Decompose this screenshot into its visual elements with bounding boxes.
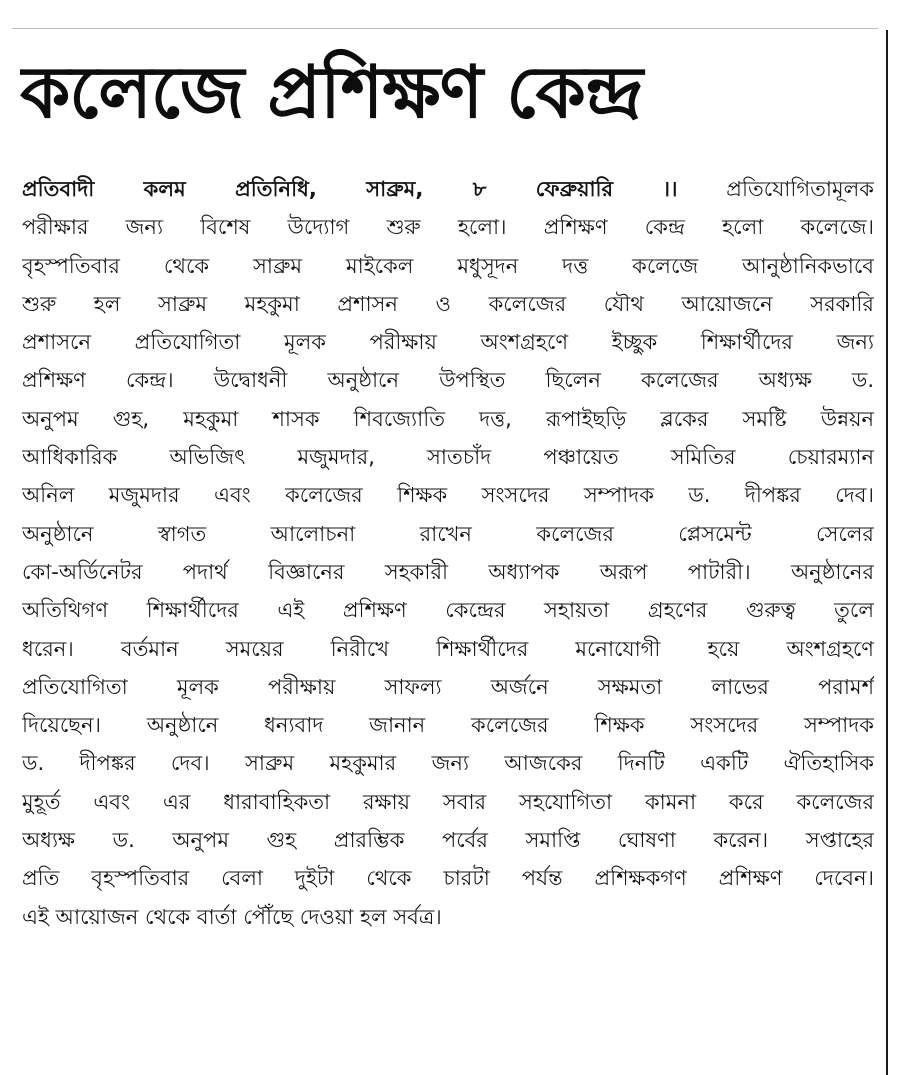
article-line: প্রশিক্ষণ কেন্দ্র। উদ্বোধনী অনুষ্ঠানে উপস্থিত ছিলেন কলেজের অধ্যক্ষ ড. <box>22 368 874 393</box>
top-rule <box>12 28 878 29</box>
article-line: দিয়েছেন। অনুষ্ঠানে ধন্যবাদ জানান কলেজের শিক্ষক সংসদের সম্পাদক <box>22 713 874 738</box>
article-line-text: প্রতিযোগিতামূলক <box>677 177 874 201</box>
article-line: অনুপম গুহ, মহকুমা শাসক শিবজ্যোতি দত্ত, রূপাইছড়ি ব্লকের সমষ্টি উন্নয়ন <box>22 406 874 431</box>
article-line <box>22 170 874 208</box>
article-line: কো-অর্ডিনেটর পদার্থ বিজ্ঞানের সহকারী অধ্যাপক অরূপ পাটারী। অনুষ্ঠানের <box>22 559 874 584</box>
article-line: ধরেন। বর্তমান সময়ের নিরীখে শিক্ষার্থীদের মনোযোগী হয়ে অংশগ্রহণে <box>22 636 874 661</box>
article-line: বৃহস্পতিবার থেকে সাব্রুম মাইকেল মধুসূদন দত্ত কলেজে আনুষ্ঠানিকভাবে <box>22 253 874 278</box>
article-body <box>22 170 874 936</box>
dateline: প্রতিবাদী কলম প্রতিনিধি, সাব্রুম, ৮ ফেব্রুয়ারি ।। <box>22 177 678 201</box>
column-rule <box>886 30 888 1075</box>
article-line: পরীক্ষার জন্য বিশেষ উদ্যোগ শুরু হলো। প্রশিক্ষণ কেন্দ্র হলো কলেজে। <box>22 215 874 240</box>
article-line: এই আয়োজন থেকে বার্তা পৌঁছে দেওয়া হল সর্বত্র। <box>22 904 442 929</box>
article-line: প্রতি বৃহস্পতিবার বেলা দুইটা থেকে চারটা পর্যন্ত প্রশিক্ষকগণ প্রশিক্ষণ দেবেন। <box>22 866 874 891</box>
article-line: আধিকারিক অভিজিৎ মজুমদার, সাতচাঁদ পঞ্চায়েত সমিতির চেয়ারম্যান <box>22 445 874 470</box>
article-line: প্রতিযোগিতা মূলক পরীক্ষায় সাফল্য অর্জনে সক্ষমতা লাভের পরামর্শ <box>22 674 874 699</box>
article-line: অনুষ্ঠানে স্বাগত আলোচনা রাখেন কলেজের প্লেসমেন্ট সেলের <box>22 521 874 546</box>
article-line: মুহূর্ত এবং এর ধারাবাহিকতা রক্ষায় সবার সহযোগিতা কামনা করে কলেজের <box>22 789 874 814</box>
article-line: অনিল মজুমদার এবং কলেজের শিক্ষক সংসদের সম্পাদক ড. দীপঙ্কর দেব। <box>22 483 874 508</box>
headline: কলেজে প্রশিক্ষণ কেন্দ্র <box>20 50 643 134</box>
article-line: শুরু হল সাব্রুম মহকুমা প্রশাসন ও কলেজের যৌথ আয়োজনে সরকারি <box>22 291 874 316</box>
article-line: প্রশাসনে প্রতিযোগিতা মূলক পরীক্ষায় অংশগ্রহণে ইচ্ছুক শিক্ষার্থীদের জন্য <box>22 330 874 355</box>
article-line: ড. দীপঙ্কর দেব। সাব্রুম মহকুমার জন্য আজকের দিনটি একটি ঐতিহাসিক <box>22 751 874 776</box>
article-line: অধ্যক্ষ ড. অনুপম গুহ প্রারম্ভিক পর্বের সমাপ্তি ঘোষণা করেন। সপ্তাহের <box>22 828 874 853</box>
article-line: অতিথিগণ শিক্ষার্থীদের এই প্রশিক্ষণ কেন্দ্রের সহায়তা গ্রহণের গুরুত্ব তুলে <box>22 598 874 623</box>
